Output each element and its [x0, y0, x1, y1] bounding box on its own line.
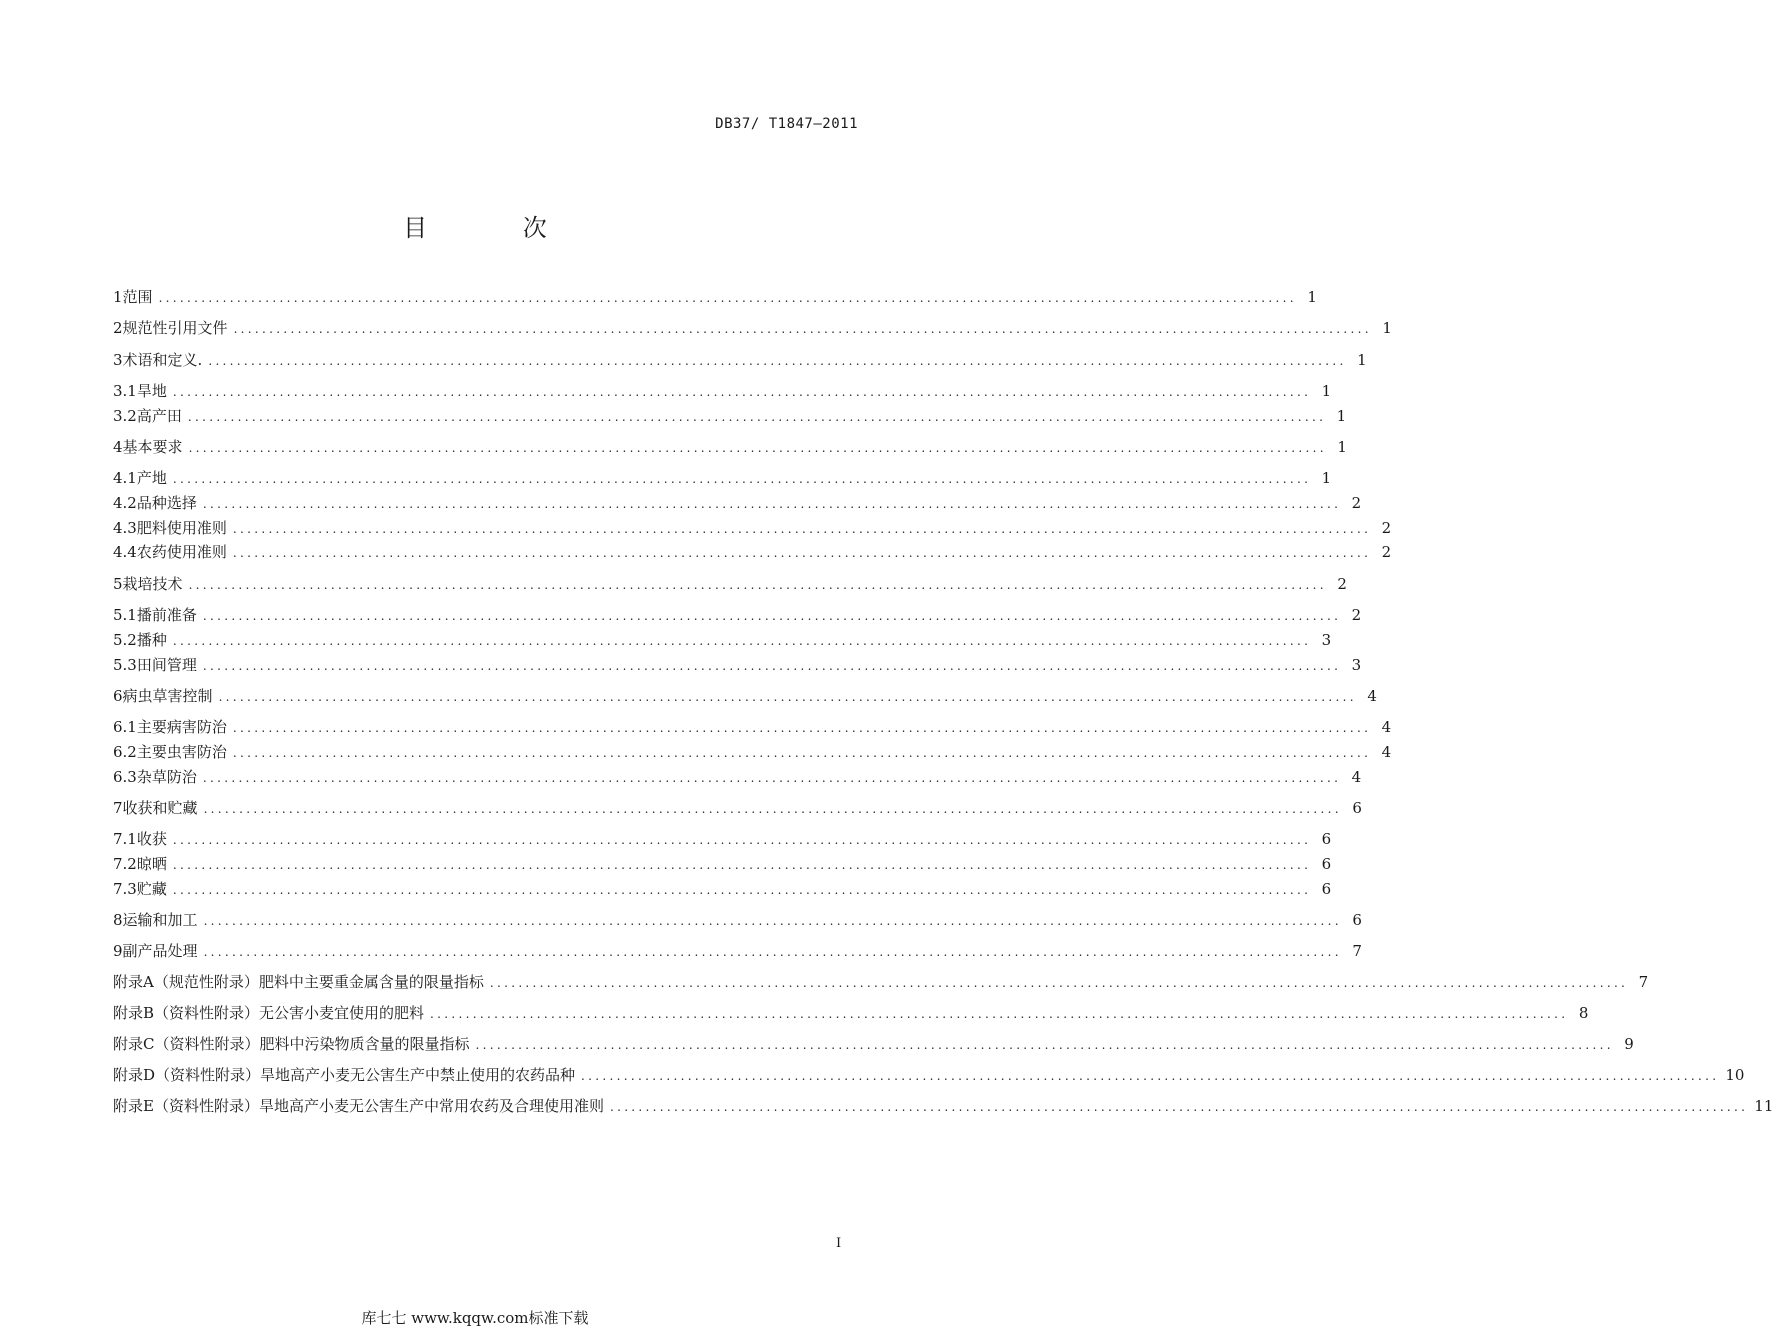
toc-entry[interactable] [113, 717, 1392, 737]
toc-entry-label: 旱地高产小麦无公害生产中禁止使用的农药品种 [260, 1066, 576, 1084]
toc-dot-leader: ................................................................................................................................................................ [172, 833, 1312, 847]
toc-entry-number: 4.1 [113, 469, 137, 487]
toc-entry-number: 9 [113, 942, 123, 960]
toc-entry-page: 2 [1351, 494, 1362, 512]
toc-entry[interactable] [113, 406, 1347, 426]
toc-entry-page: 1 [1321, 382, 1332, 400]
toc-entry-page: 1 [1336, 407, 1347, 425]
toc-dot-leader: ................................................................................................................................................................ [203, 802, 1342, 816]
toc-entry-label: 杂草防治 [136, 768, 197, 786]
toc-entry[interactable] [113, 879, 1332, 899]
toc-entry-label: 播种 [136, 631, 167, 649]
toc-entry-number: 5.3 [113, 656, 137, 674]
toc-entry[interactable] [113, 767, 1362, 787]
toc-entry-label: 基本要求 [122, 438, 183, 456]
toc-entry-page: 3 [1351, 656, 1362, 674]
toc-entry-number: 5.2 [113, 631, 137, 649]
toc-entry-label: 肥料使用准则 [136, 519, 227, 537]
toc-entry-page: 1 [1307, 288, 1317, 306]
document-code: DB37/ T1847—2011 [715, 116, 858, 132]
toc-dot-leader: ................................................................................................................................................................ [203, 945, 1342, 959]
toc-entry-number: 6.2 [113, 743, 137, 761]
toc-entry-number: 附录D（资料性附录） [113, 1066, 261, 1084]
toc-entry-number: 4.2 [113, 494, 137, 512]
toc-entry[interactable] [113, 941, 1362, 961]
toc-entry-label: 品种选择 [136, 494, 197, 512]
toc-entry-number: 3.2 [113, 407, 137, 425]
toc-entry-label: 范围 [122, 288, 153, 306]
toc-entry-page: 11 [1754, 1097, 1773, 1115]
toc-entry-label: 规范性引用文件 [122, 319, 228, 337]
toc-entry[interactable] [113, 493, 1362, 513]
toc-dot-leader: ................................................................................................................................................................ [172, 883, 1312, 897]
toc-entry-number: 2 [113, 319, 123, 337]
toc-entry[interactable] [113, 742, 1392, 762]
toc-entry-page: 1 [1357, 351, 1367, 369]
toc-dot-leader: ................................................................................................................................................................ [218, 690, 1357, 704]
toc-entry-label: 收获和贮藏 [122, 799, 198, 817]
toc-entry-number: 附录E（资料性附录） [113, 1097, 259, 1115]
toc-dot-leader: ................................................................................................................................................................ [188, 441, 1327, 455]
toc-dot-leader: ................................................................................................................................................................ [158, 291, 1297, 305]
toc-entry[interactable] [113, 518, 1392, 538]
toc-dot-leader: ................................................................................................................................................................ [202, 771, 1342, 785]
toc-entry[interactable] [113, 318, 1392, 338]
toc-entry-label: 播前准备 [136, 606, 197, 624]
toc-entry-number: 6 [113, 687, 123, 705]
toc-entry-page: 10 [1725, 1066, 1745, 1084]
toc-entry-page: 6 [1321, 830, 1332, 848]
toc-entry-number: 4 [113, 438, 123, 456]
toc-entry-label: 病虫草害控制 [122, 687, 213, 705]
toc-entry-label: 贮藏 [136, 880, 167, 898]
toc-dot-leader: ................................................................................................................................................................ [232, 522, 1372, 536]
toc-entry-number: 3 [113, 351, 123, 369]
toc-entry-page: 4 [1351, 768, 1362, 786]
toc-entry-label: 收获 [136, 830, 167, 848]
toc-dot-leader: ................................................................................................................................................................ [188, 578, 1327, 592]
toc-entry-page: 6 [1352, 799, 1362, 817]
page-number: I [836, 1236, 842, 1251]
toc-entry-page: 1 [1337, 438, 1347, 456]
toc-entry-number: 6.3 [113, 768, 137, 786]
toc-entry[interactable] [113, 468, 1332, 488]
toc-entry-label: 运输和加工 [122, 911, 198, 929]
toc-entry[interactable] [113, 630, 1332, 650]
toc-entry-number: 7.3 [113, 880, 137, 898]
toc-entry-page: 4 [1381, 743, 1392, 761]
toc-entry[interactable] [113, 437, 1347, 457]
toc-entry-page: 2 [1337, 575, 1347, 593]
toc-entry[interactable] [113, 1065, 1745, 1085]
toc-entry[interactable] [113, 542, 1392, 562]
toc-dot-leader: ................................................................................................................................................................ [609, 1100, 1749, 1114]
toc-entry-label: 肥料中污染物质含量的限量指标 [259, 1035, 470, 1053]
page-title: 目 次 [403, 214, 591, 242]
footer-watermark: 库七七 www.kqqw.com标准下载 [361, 1309, 589, 1327]
toc-dot-leader: ................................................................................................................................................................ [172, 472, 1312, 486]
toc-entry-label: 副产品处理 [122, 942, 198, 960]
toc-entry-label: 肥料中主要重金属含量的限量指标 [258, 973, 484, 991]
toc-entry[interactable] [113, 287, 1317, 307]
toc-entry-page: 8 [1578, 1004, 1589, 1022]
toc-entry-page: 1 [1321, 469, 1332, 487]
toc-entry[interactable] [113, 972, 1649, 992]
toc-entry-number: 附录C（资料性附录） [113, 1035, 260, 1053]
toc-entry-label: 农药使用准则 [136, 543, 227, 561]
toc-entry-page: 6 [1321, 880, 1332, 898]
toc-entry[interactable] [113, 798, 1362, 818]
toc-entry[interactable] [113, 574, 1347, 594]
toc-dot-leader: ................................................................................................................................................................ [232, 721, 1372, 735]
toc-dot-leader: ................................................................................................................................................................ [233, 322, 1372, 336]
toc-dot-leader: ................................................................................................................................................................ [202, 497, 1342, 511]
toc-entry[interactable] [113, 854, 1332, 874]
toc-dot-leader: ................................................................................................................................................................ [203, 914, 1342, 928]
toc-entry[interactable] [113, 655, 1362, 675]
toc-entry-number: 6.1 [113, 718, 137, 736]
toc-dot-leader: ................................................................................................................................................................ [202, 659, 1342, 673]
toc-entry-number: 4.4 [113, 543, 137, 561]
toc-entry-label: 术语和定义. [122, 351, 203, 369]
toc-entry-page: 2 [1381, 543, 1392, 561]
toc-entry-page: 9 [1624, 1035, 1634, 1053]
toc-entry[interactable] [113, 910, 1362, 930]
toc-entry-page: 1 [1382, 319, 1392, 337]
toc-entry-page: 7 [1352, 942, 1362, 960]
toc-entry-number: 7.1 [113, 830, 137, 848]
toc-entry-page: 4 [1367, 687, 1377, 705]
toc-entry-number: 7.2 [113, 855, 137, 873]
toc-entry[interactable] [113, 829, 1332, 849]
toc-entry-page: 4 [1381, 718, 1392, 736]
toc-entry-number: 7 [113, 799, 123, 817]
toc-entry-number: 8 [113, 911, 123, 929]
toc-entry-label: 晾晒 [136, 855, 167, 873]
toc-dot-leader: ................................................................................................................................................................ [489, 976, 1629, 990]
toc-entry[interactable] [113, 1003, 1589, 1023]
toc-entry-number: 附录A（规范性附录） [113, 973, 259, 991]
toc-dot-leader: ................................................................................................................................................................ [187, 410, 1327, 424]
toc-entry-page: 7 [1638, 973, 1649, 991]
toc-dot-leader: ................................................................................................................................................................ [475, 1038, 1614, 1052]
toc-dot-leader: ................................................................................................................................................................ [208, 354, 1347, 368]
toc-entry-page: 6 [1321, 855, 1332, 873]
toc-entry-page: 3 [1321, 631, 1332, 649]
toc-entry-number: 3.1 [113, 382, 137, 400]
toc-entry-label: 田间管理 [136, 656, 197, 674]
toc-dot-leader: ................................................................................................................................................................ [172, 634, 1312, 648]
toc-entry[interactable] [113, 686, 1377, 706]
toc-entry[interactable] [113, 1096, 1773, 1116]
toc-dot-leader: ................................................................................................................................................................ [581, 1069, 1720, 1083]
toc-entry-label: 高产田 [136, 407, 182, 425]
toc-entry-label: 无公害小麦宜使用的肥料 [259, 1004, 425, 1022]
toc-dot-leader: ................................................................................................................................................................ [202, 609, 1342, 623]
toc-entry[interactable] [113, 1034, 1634, 1054]
toc-entry-number: 4.3 [113, 519, 137, 537]
toc-entry[interactable] [113, 381, 1332, 401]
toc-entry-number: 5.1 [113, 606, 137, 624]
toc-entry-label: 主要病害防治 [136, 718, 227, 736]
toc-entry-label: 产地 [136, 469, 167, 487]
toc-entry-number: 1 [113, 288, 123, 306]
toc-entry-label: 栽培技术 [122, 575, 183, 593]
toc-entry-page: 2 [1351, 606, 1362, 624]
toc-entry-label: 主要虫害防治 [136, 743, 227, 761]
toc-dot-leader: ................................................................................................................................................................ [232, 746, 1372, 760]
toc-entry-number: 附录B（资料性附录） [113, 1004, 260, 1022]
toc-entry[interactable] [113, 605, 1362, 625]
toc-dot-leader: ................................................................................................................................................................ [232, 546, 1372, 560]
toc-dot-leader: ................................................................................................................................................................ [172, 858, 1312, 872]
toc-entry-number: 5 [113, 575, 123, 593]
toc-entry-page: 2 [1381, 519, 1392, 537]
toc-entry-label: 旱地高产小麦无公害生产中常用农药及合理使用准则 [258, 1097, 604, 1115]
toc-dot-leader: ................................................................................................................................................................ [172, 385, 1312, 399]
toc-dot-leader: ................................................................................................................................................................ [430, 1007, 1569, 1021]
toc-entry[interactable] [113, 350, 1367, 370]
toc-entry-label: 旱地 [136, 382, 167, 400]
toc-entry-page: 6 [1352, 911, 1362, 929]
